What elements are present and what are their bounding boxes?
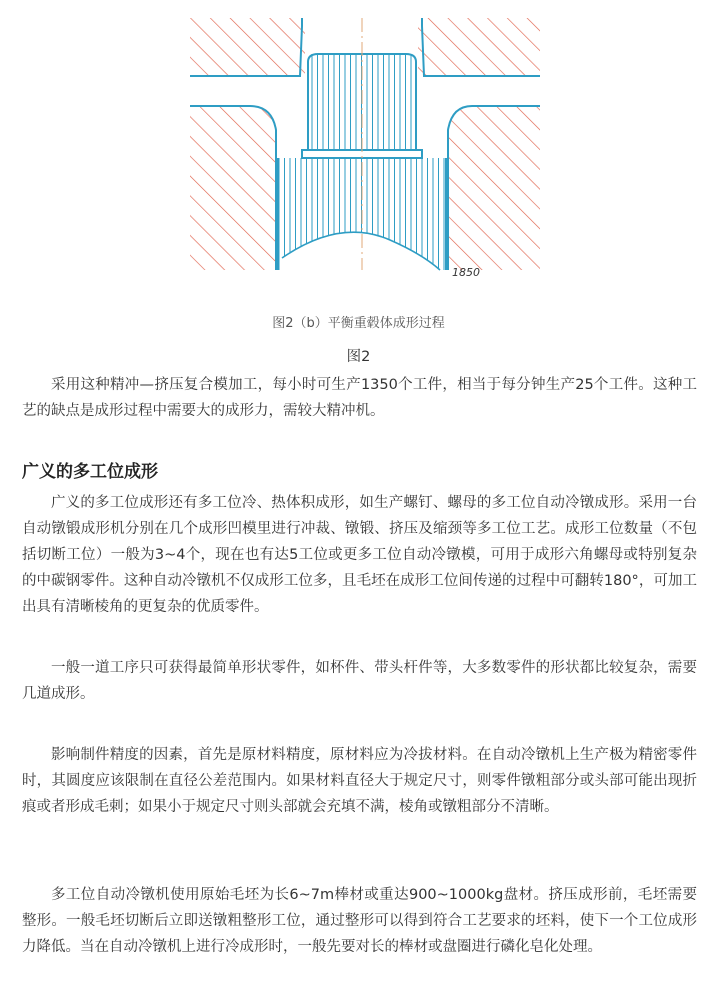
upper-right-die [418,18,540,76]
die-cross-section [190,18,540,279]
paragraph-4: 影响制件精度的因素，首先是原材料精度，原材料应为冷拔材料。在自动冷镦机上生产极为精密零件时，其圆度应该限制在直径公差范围内。如果材料直径大于规定尺寸，则零件镦粗部分或头部可能出现折痕或者形成毛刺；如果小于规定尺寸则头部就会充填不满，棱角或镦粗部分不清晰。 [22,747,697,815]
section-heading: 广义的多工位成形 [22,462,158,482]
lower-right-die [448,106,540,270]
figure-label: 图2 [346,349,371,365]
forming-diagram [190,18,540,279]
figure-caption: 图2（b）平衡重毂体成形过程 [272,316,445,331]
paragraph-3: 一般一道工序只可获得最简单形状零件，如杯件、带头杆件等，大多数零件的形状都比较复杂，需要几道成形。 [22,660,697,702]
paragraph-5: 多工位自动冷镦机使用原始毛坯为长6~7m棒材或重达900~1000kg盘材。挤压成形前，毛坯需要整形。一般毛坯切断后立即送镦粗整形工位，通过整形可以得到符合工艺要求的坯料，使下一个工位成形力降低。当在自动冷镦机上进行冷成形时，一般先要对长的棒材或盘圈进行磷化皂化处理。 [22,887,697,955]
upper-left-die [190,18,305,76]
paragraph-2: 广义的多工位成形还有多工位冷、热体积成形，如生产螺钉、螺母的多工位自动冷镦成形。采用一台自动镦锻成形机分别在几个成形凹模里进行冲裁、镦锻、挤压及缩颈等多工位工艺。成形工位数量（不包括切断工位）一般为3~4个，现在也有达5工位或更多工位自动冷镦模，可用于成形六角螺母或特别复杂的中碳钢零件。这种自动冷镦机不仅成形工位多，且毛坯在成形工位间传递的过程中可翻转180°，可加工出具有清晰棱角的更复杂的优质零件。 [22,495,697,615]
lower-left-die [190,106,276,270]
paragraph-1: 采用这种精冲—挤压复合模加工，每小时可生产1350个工件，相当于每分钟生产25个工件。这种工艺的缺点是成形过程中需要大的成形力，需较大精冲机。 [22,377,697,419]
corner-text: 1850 [452,266,480,279]
